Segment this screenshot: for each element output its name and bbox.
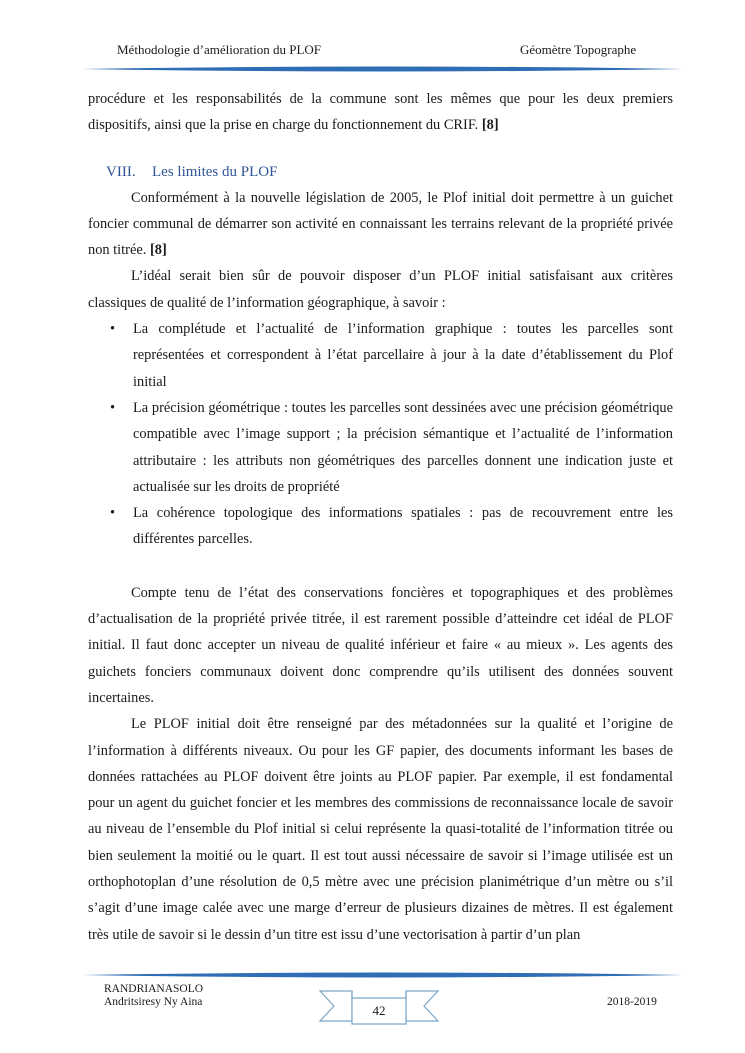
page-body (88, 86, 673, 948)
list-item: • La complétude et l’actualité de l’information graphique : toutes les parcelles sont représentées et correspondent à l’état parcellaire à jour à la date d’établissement du Plof initial (88, 316, 673, 395)
bullet-glyph: • (110, 321, 116, 338)
paragraph-metadata: Le PLOF initial doit être renseigné par des métadonnées sur la qualité et l’origine de l’information à différents niveaux. Ou pour les GF papier, des documents informant les bases de données rattachées au PLOF doivent être joints au PLOF papier. Par exemple, il est fondamental pour un agent du guichet foncier et les membres des commissions de reconnaissance locale de savoir au niveau de l’ensemble du Plof initial si celui représente la quasi-totalité de l’information titrée ou bien seulement la moitié ou le quart. Il est tout aussi nécessaire de savoir si l’image utilisée est un orthophotoplan d’une résolution de 0,5 mètre avec une précision planimétrique d’un mètre ou s’il s’agit d’une image calée avec une marge d’erreur de plusieurs dizaines de mètres. Il est également très utile de savoir si le dessin d’un titre est issu d’une vectorisation à partir d’un plan (88, 716, 673, 943)
criteria-list (88, 316, 673, 553)
footer-year: 2018-2019 (607, 996, 657, 1008)
section-number: VIII. (106, 163, 136, 180)
footer-author-firstname: Andritsiresy Ny Aina (104, 996, 203, 1008)
paragraph-legislation: Conformément à la nouvelle législation de 2005, le Plof initial doit permettre à un guichet foncier communal de démarrer son activité en connaissant les terrains relevant de la propriété privée non titrée. [8] (88, 189, 673, 259)
paragraph-context: Compte tenu de l’état des conservations foncières et topographiques et des problèmes d’actualisation de la propriété privée titrée, il est rarement possible d’atteindre cet idéal de PLOF initial. Il faut donc accepter un niveau de qualité inférieur et faire « au mieux ». Les agents des guichets fonciers communaux doivent donc comprendre qu’ils utilisent des données souvent incertaines. (88, 584, 673, 706)
header-document-title: Méthodologie d’amélioration du PLOF (117, 42, 322, 57)
page-number: 42 (372, 1003, 386, 1018)
list-item: • La précision géométrique : toutes les parcelles sont dessinées avec une précision géométrique compatible avec l’image support ; la précision sémantique et l’actualité de l’information attributaire : les attributs non géométriques des parcelles donnent une indication juste et actualisée sur les droits de propriété (88, 395, 673, 500)
footer-divider (80, 970, 685, 980)
header-divider (80, 64, 685, 74)
bullet-glyph: • (110, 399, 116, 416)
footer-author-surname: RANDRIANASOLO (104, 983, 204, 995)
citation-ref: [8] (149, 242, 167, 259)
bullet-glyph: • (110, 505, 116, 522)
paragraph-ideal: L’idéal serait bien sûr de pouvoir disposer d’un PLOF initial satisfaisant aux critères classiques de qualité de l’information géographique, à savoir : (88, 268, 673, 311)
section-title: Les limites du PLOF (152, 163, 278, 180)
citation-ref: [8] (481, 117, 499, 134)
paragraph-continuation: procédure et les responsabilités de la commune sont les mêmes que pour les deux premiers dispositifs, ainsi que la prise en charge du fonctionnement du CRIF. [8] (88, 91, 673, 134)
header-author-title: Géomètre Topographe (520, 42, 637, 57)
list-item: • La cohérence topologique des informations spatiales : pas de recouvrement entre les différentes parcelles. (88, 500, 673, 553)
section-heading (88, 159, 673, 185)
